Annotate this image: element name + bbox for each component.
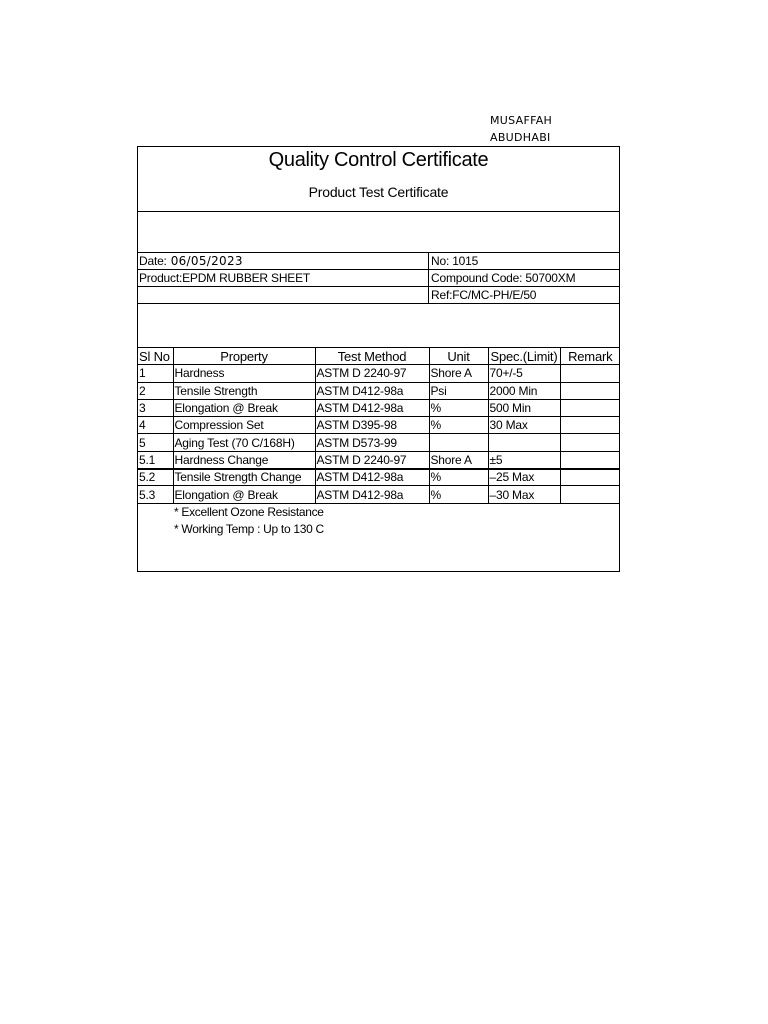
- col-sl-no: Sl No: [138, 348, 173, 365]
- cell-test-method: ASTM D412-98a: [315, 469, 429, 486]
- date-value: 06/05/2023: [170, 254, 243, 268]
- cell-unit: %: [429, 399, 488, 416]
- col-test-method: Test Method: [315, 348, 429, 365]
- cell-remark: [560, 434, 620, 451]
- cell-remark: [560, 365, 620, 382]
- cell-sl-no: 5.3: [138, 486, 173, 503]
- cell-unit: [429, 434, 488, 451]
- date-label: Date:: [139, 254, 167, 268]
- cell-test-method: ASTM D 2240-97: [315, 451, 429, 468]
- col-remark: Remark: [560, 348, 620, 365]
- cell-test-method: ASTM D412-98a: [315, 382, 429, 399]
- table-row: [138, 382, 620, 399]
- notes: [174, 505, 324, 539]
- address-line-1: MUSAFFAH: [490, 114, 553, 127]
- cell-unit: Shore A: [429, 451, 488, 468]
- table-row: [138, 417, 620, 434]
- cell-remark: [560, 417, 620, 434]
- table-row: [138, 434, 620, 451]
- cell-remark: [560, 451, 620, 468]
- col-unit: Unit: [429, 348, 488, 365]
- compound-code: Compound Code: 50700XM: [428, 270, 575, 286]
- cell-property: Tensile Strength Change: [173, 469, 315, 486]
- table-row: [138, 365, 620, 382]
- cell-sl-no: 2: [138, 382, 173, 399]
- cell-unit: %: [429, 469, 488, 486]
- cell-unit: Psi: [429, 382, 488, 399]
- cell-test-method: ASTM D412-98a: [315, 399, 429, 416]
- note-working-temp: * Working Temp : Up to 130 C: [174, 522, 324, 536]
- cell-test-method: ASTM D573-99: [315, 434, 429, 451]
- cell-remark: [560, 382, 620, 399]
- cell-unit: Shore A: [429, 365, 488, 382]
- table-row: [138, 486, 620, 503]
- certificate: [137, 146, 620, 572]
- cell-spec: ±5: [488, 451, 560, 468]
- address-line-2: ABUDHABI: [490, 131, 551, 144]
- certificate-subtitle: Product Test Certificate: [308, 184, 449, 200]
- cell-spec: [488, 434, 560, 451]
- cell-spec: –30 Max: [488, 486, 560, 503]
- cell-property: Tensile Strength: [173, 382, 315, 399]
- test-results-table: [138, 347, 620, 504]
- cell-sl-no: 4: [138, 417, 173, 434]
- cell-spec: –25 Max: [488, 469, 560, 486]
- ref-row: [138, 286, 619, 303]
- divider: [138, 303, 619, 304]
- cell-test-method: ASTM D395-98: [315, 417, 429, 434]
- date-row: [138, 252, 619, 269]
- product-name: Product:EPDM RUBBER SHEET: [139, 271, 311, 285]
- cell-spec: 30 Max: [488, 417, 560, 434]
- cell-property: Elongation @ Break: [173, 486, 315, 503]
- certificate-number: No: 1015: [428, 253, 478, 269]
- cell-property: Hardness: [173, 365, 315, 382]
- cell-test-method: ASTM D412-98a: [315, 486, 429, 503]
- cell-unit: %: [429, 486, 488, 503]
- cell-unit: %: [429, 417, 488, 434]
- cell-test-method: ASTM D 2240-97: [315, 365, 429, 382]
- cell-remark: [560, 469, 620, 486]
- cell-sl-no: 3: [138, 399, 173, 416]
- reference: Ref:FC/MC-PH/E/50: [428, 287, 536, 303]
- table-row: [138, 399, 620, 416]
- col-property: Property: [173, 348, 315, 365]
- table-header-row: [138, 348, 620, 365]
- cell-sl-no: 5: [138, 434, 173, 451]
- cell-property: Compression Set: [173, 417, 315, 434]
- certificate-header: [138, 147, 619, 212]
- table-row: [138, 469, 620, 486]
- cell-remark: [560, 399, 620, 416]
- cell-sl-no: 5.2: [138, 469, 173, 486]
- cell-spec: 70+/-5: [488, 365, 560, 382]
- col-spec-limit: Spec.(Limit): [488, 348, 560, 365]
- cell-spec: 2000 Min: [488, 382, 560, 399]
- cell-sl-no: 1: [138, 365, 173, 382]
- cell-property: Aging Test (70 C/168H): [173, 434, 315, 451]
- cell-sl-no: 5.1: [138, 451, 173, 468]
- cell-remark: [560, 486, 620, 503]
- cell-property: Hardness Change: [173, 451, 315, 468]
- note-ozone: * Excellent Ozone Resistance: [174, 505, 324, 519]
- product-row: [138, 269, 619, 286]
- certificate-title: Quality Control Certificate: [268, 149, 489, 171]
- cell-spec: 500 Min: [488, 399, 560, 416]
- table-row: [138, 451, 620, 468]
- cell-property: Elongation @ Break: [173, 399, 315, 416]
